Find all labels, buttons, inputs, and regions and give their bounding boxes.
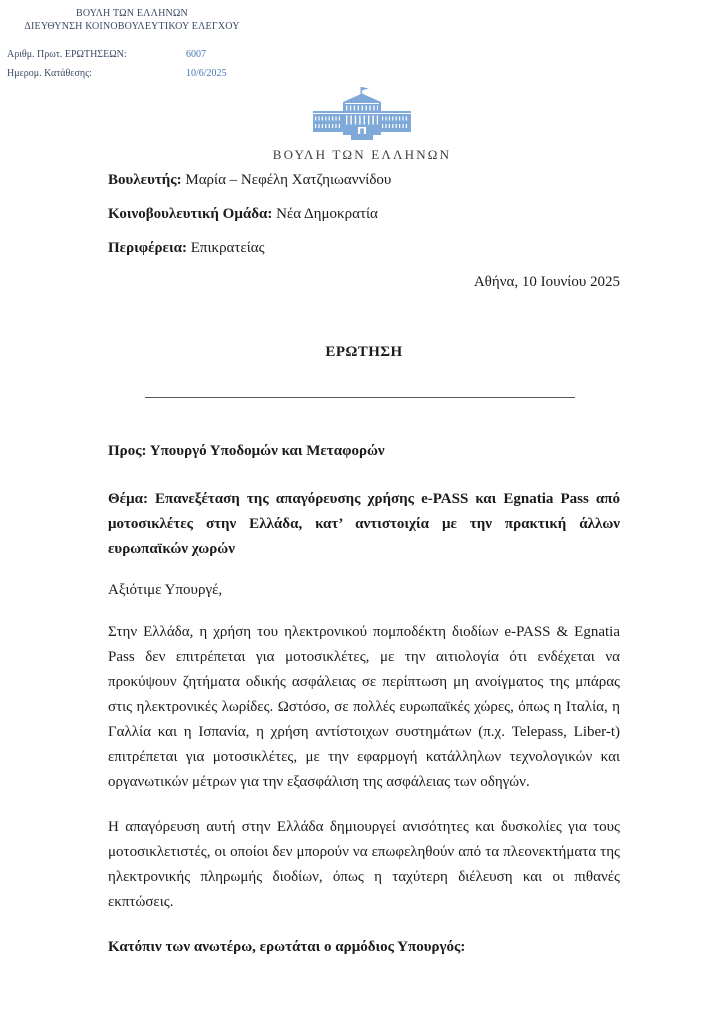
body-paragraph-1: Στην Ελλάδα, η χρήση του ηλεκτρονικού πομποδέκτη διοδίων e-PASS & Egnatia Pass δεν επιτρέπεται για μοτοσικλέτες, με την αιτιολογία ότι ενδέχεται να προκύψουν ζητήματα οδικής ασφάλειας σε περίπτωση μη ανοίγματος της μπάρας στις ηλεκτρονικές λωρίδες. Ωστόσο, σε πολλές ευρωπαϊκές χώρες, όπως η Ιταλία, η Γαλλία και η Ισπανία, η χρήση αντίστοιχων συστημάτων (π.χ. Telepass, Liber-t) επιτρέπεται για μοτοσικλέτες, με την εφαρμογή κατάλληλων τεχνολογικών και οργανωτικών μέτρων για την εξασφάλιση της ασφάλειας των οδηγών. <box>108 624 620 790</box>
protocol-date-label: Ημερομ. Κατάθεσης: <box>7 68 92 79</box>
addressee-value: Υπουργό Υποδομών και Μεταφορών <box>149 443 385 459</box>
closing-question-lead: Κατόπιν των ανωτέρω, ερωτάται ο αρμόδιος Υπουργός: <box>108 939 466 955</box>
parliamentary-group-line <box>108 204 620 224</box>
title-separator-rule <box>145 397 575 398</box>
agency-header <box>6 7 258 33</box>
mp-name: Μαρία – Νεφέλη Χατζηιωαννίδου <box>185 172 392 188</box>
addressee-label: Προς: <box>108 443 147 459</box>
protocol-number-value: 6007 <box>186 49 206 60</box>
addressee-line <box>108 441 620 461</box>
agency-name: ΒΟΥΛΗ ΤΩΝ ΕΛΛΗΝΩΝ <box>76 8 188 19</box>
region-label: Περιφέρεια: <box>108 240 187 256</box>
document-title: ΕΡΩΤΗΣΗ <box>325 344 403 360</box>
parliament-logo <box>0 86 724 163</box>
parliament-logo-caption: ΒΟΥΛΗ ΤΩΝ ΕΛΛΗΝΩΝ <box>272 147 452 162</box>
letter-body <box>108 170 620 957</box>
region-name: Επικρατείας <box>190 240 265 256</box>
mp-label: Βουλευτής: <box>108 172 182 188</box>
salutation-line: Αξιότιμε Υπουργέ, <box>108 582 223 598</box>
protocol-block <box>7 48 227 86</box>
group-label: Κοινοβουλευτική Ομάδα: <box>108 206 273 222</box>
subject-label: Θέμα: <box>108 491 148 507</box>
subject-paragraph <box>108 487 620 562</box>
group-name: Νέα Δημοκρατία <box>276 206 378 222</box>
body-paragraph-2: Η απαγόρευση αυτή στην Ελλάδα δημιουργεί ανισότητες και δυσκολίες για τους μοτοσικλετιστές, οι οποίοι δεν μπορούν να επωφεληθούν από τα πλεονεκτήματα της ηλεκτρονικής πληρωμής διοδίων, όπως η ταχύτερη διέλευση και οι πιθανές εκπτώσεις. <box>108 819 620 910</box>
protocol-number-label: Αριθμ. Πρωτ. ΕΡΩΤΗΣΕΩΝ: <box>7 49 127 60</box>
subject-text: Επανεξέταση της απαγόρευσης χρήσης e-PASS και Egnatia Pass από μοτοσικλέτες στην Ελλάδα, κατ’ αντιστοιχία με την πρακτική άλλων ευρωπαϊκών χωρών <box>108 491 621 557</box>
place-date-line: Αθήνα, 10 Ιουνίου 2025 <box>473 274 620 290</box>
parliament-building-icon <box>0 86 724 144</box>
mp-line <box>108 170 620 190</box>
protocol-date-row <box>7 67 227 80</box>
region-line <box>108 238 620 258</box>
protocol-date-value: 10/6/2025 <box>186 68 227 79</box>
protocol-number-row <box>7 48 227 61</box>
agency-directorate: ΔΙΕΥΘΥΝΣΗ ΚΟΙΝΟΒΟΥΛΕΥΤΙΚΟΥ ΕΛΕΓΧΟΥ <box>24 21 240 32</box>
